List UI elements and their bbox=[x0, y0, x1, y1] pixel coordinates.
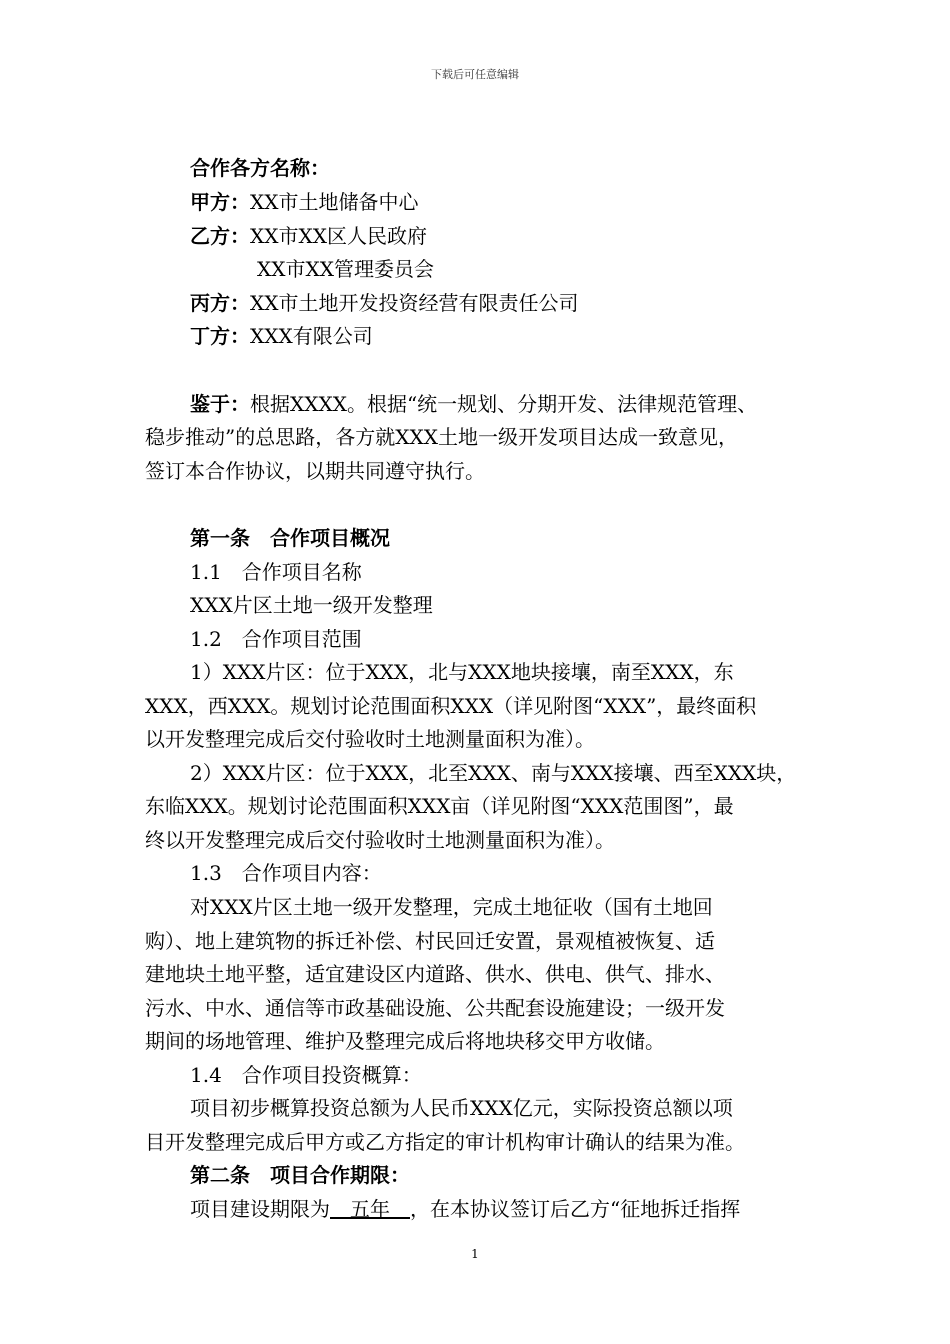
section-1-1-heading: 1.1 合作项目名称 bbox=[190, 560, 362, 584]
party-jia bbox=[190, 188, 418, 216]
parties-title: 合作各方名称： bbox=[190, 156, 330, 180]
content-line-2: 购）、地上建筑物的拆迁补偿、村民回迁安置，景观植被恢复、适 bbox=[145, 929, 715, 953]
whereas-label: 鉴于： bbox=[190, 392, 250, 416]
whereas-line-2: 稳步推动”的总思路，各方就XXX土地一级开发项目达成一致意见， bbox=[145, 425, 738, 449]
section-1-2-heading: 1.2 合作项目范围 bbox=[190, 627, 362, 651]
term-line-1 bbox=[190, 1195, 740, 1223]
whereas-text-1: 根据XXXX。根据“统一规划、分期开发、法律规范管理、 bbox=[250, 392, 758, 416]
scope-1-line-1: 1）XXX片区：位于XXX，北与XXX地块接壤，南至XXX，东 bbox=[190, 660, 734, 684]
page-header: 下载后可任意编辑 bbox=[431, 68, 519, 81]
scope-2-line-1: 2）XXX片区：位于XXX，北至XXX、南与XXX接壤、西至XXX块， bbox=[190, 761, 797, 785]
whereas-line-1 bbox=[190, 390, 757, 418]
party-ding-name: XXX有限公司 bbox=[250, 324, 373, 348]
party-yi-label: 乙方： bbox=[190, 224, 250, 248]
party-ding-label: 丁方： bbox=[190, 324, 250, 348]
term-suffix: ，在本协议签订后乙方“征地拆迁指挥 bbox=[410, 1197, 741, 1221]
content-line-1: 对XXX片区土地一级开发整理，完成土地征收（国有土地回 bbox=[190, 895, 713, 919]
content-line-4: 污水、中水、通信等市政基础设施、公共配套设施建设；一级开发 bbox=[145, 996, 725, 1020]
scope-2-line-3: 终以开发整理完成后交付验收时土地测量面积为准）。 bbox=[145, 828, 615, 852]
party-jia-name: XX市土地储备中心 bbox=[250, 190, 419, 214]
scope-1-line-2: XXX，西XXX。规划讨论范围面积XXX（详见附图“XXX”，最终面积 bbox=[145, 694, 757, 718]
investment-line-2: 目开发整理完成后甲方或乙方指定的审计机构审计确认的结果为准。 bbox=[145, 1130, 745, 1154]
party-bing bbox=[190, 289, 578, 317]
party-bing-label: 丙方： bbox=[190, 291, 250, 315]
investment-line-1: 项目初步概算投资总额为人民币XXX亿元，实际投资总额以项 bbox=[190, 1096, 733, 1120]
content-line-5: 期间的场地管理、维护及整理完成后将地块移交甲方收储。 bbox=[145, 1029, 665, 1053]
scope-2-line-2: 东临XXX。规划讨论范围面积XXX亩（详见附图“XXX范围图”，最 bbox=[145, 794, 734, 818]
party-yi-name-1: XX市XX区人民政府 bbox=[250, 224, 427, 248]
party-ding bbox=[190, 322, 373, 350]
section-1-1-text: XXX片区土地一级开发整理 bbox=[190, 593, 433, 617]
article-2-title: 第二条 项目合作期限： bbox=[190, 1163, 410, 1187]
scope-1-line-3: 以开发整理完成后交付验收时土地测量面积为准）。 bbox=[145, 727, 595, 751]
section-1-3-heading: 1.3 合作项目内容： bbox=[190, 861, 382, 885]
party-jia-label: 甲方： bbox=[190, 190, 250, 214]
party-bing-name: XX市土地开发投资经营有限责任公司 bbox=[250, 291, 579, 315]
section-1-4-heading: 1.4 合作项目投资概算： bbox=[190, 1063, 422, 1087]
article-1-title: 第一条 合作项目概况 bbox=[190, 526, 390, 550]
content-line-3: 建地块土地平整，适宜建设区内道路、供水、供电、供气、排水、 bbox=[145, 962, 725, 986]
term-duration: 五年 bbox=[330, 1197, 410, 1221]
whereas-line-3: 签订本合作协议，以期共同遵守执行。 bbox=[145, 459, 485, 483]
term-prefix: 项目建设期限为 bbox=[190, 1197, 330, 1221]
party-yi bbox=[190, 222, 427, 250]
party-yi-name-2: XX市XX管理委员会 bbox=[257, 257, 434, 281]
page-number: 1 bbox=[471, 1247, 479, 1261]
